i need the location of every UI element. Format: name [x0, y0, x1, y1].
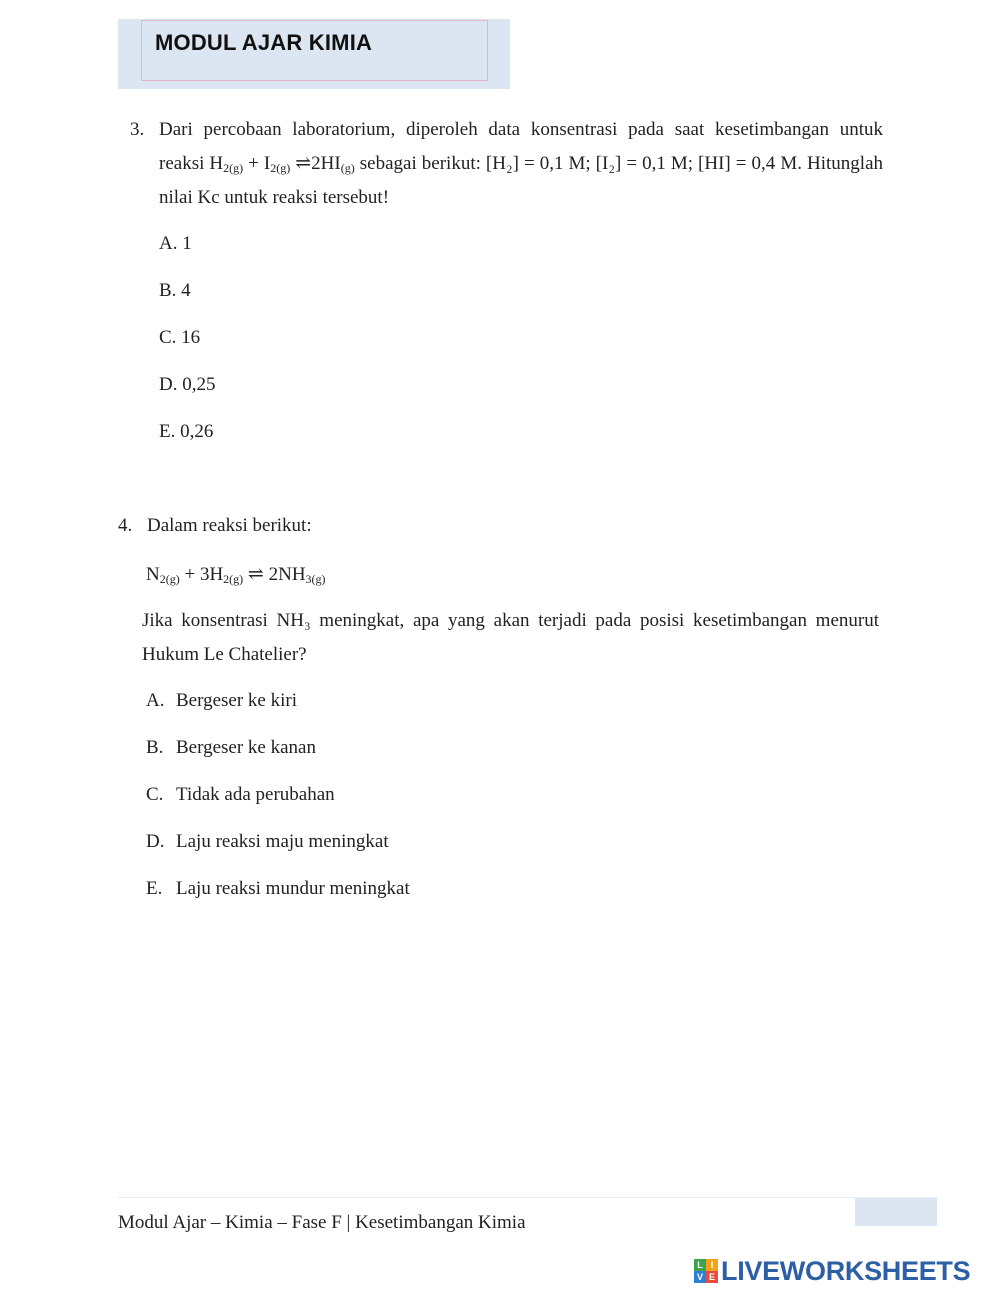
question-4-option-b-text[interactable]: Bergeser ke kanan — [176, 737, 316, 758]
question-4-option-e-text[interactable]: Laju reaksi mundur meningkat — [176, 878, 410, 899]
question-3-line-3: nilai Kc untuk reaksi tersebut! — [159, 187, 390, 208]
question-4-option-a-text[interactable]: Bergeser ke kiri — [176, 690, 297, 711]
question-3-option-e[interactable]: E. 0,26 — [159, 421, 214, 442]
question-4-option-d-letter[interactable]: D. — [146, 831, 165, 852]
question-3-number: 3. — [130, 119, 145, 140]
footer-text: Modul Ajar – Kimia – Fase F | Kesetimbangan Kimia — [118, 1212, 526, 1233]
liveworksheets-logo-icon — [694, 1259, 718, 1283]
question-4-lead: Dalam reaksi berikut: — [147, 515, 312, 536]
footer-divider — [118, 1197, 938, 1198]
liveworksheets-wordmark: LIVEWORKSHEETS — [721, 1255, 971, 1286]
logo-tile-v: V — [694, 1271, 706, 1283]
question-4-line-1: Jika konsentrasi NH₃ meningkat, apa yang akan terjadi pada posisi kesetimbangan menurut — [142, 610, 879, 631]
question-3-line-2: reaksi $H_{2(g)} + I_{2(g)}$ $\rightleftharpoons 2HI_{(g)}$ sebagai berikut: [H₂] = 0,1 M; [I₂] = 0,1 M; [HI] = 0,4 M. Hitunglah — [159, 153, 883, 175]
liveworksheets-logo — [694, 1254, 970, 1288]
question-3-option-c[interactable]: C. 16 — [159, 327, 201, 348]
question-3-line-1: Dari percobaan laboratorium, diperoleh data konsentrasi pada saat kesetimbangan untuk — [159, 119, 883, 140]
question-3-option-a[interactable]: A. 1 — [159, 233, 192, 254]
question-4-option-d-text[interactable]: Laju reaksi maju meningkat — [176, 831, 389, 852]
logo-tile-e: E — [706, 1271, 718, 1283]
question-4-text — [142, 604, 879, 672]
question-3-text — [159, 113, 883, 215]
question-4-option-c-text[interactable]: Tidak ada perubahan — [176, 784, 335, 805]
logo-tile-i: I — [706, 1259, 718, 1271]
question-4-line-2: Hukum Le Chatelier? — [142, 644, 307, 665]
footer-page-tab — [855, 1198, 937, 1226]
question-4-equation: $N_{2(g)} + 3H_{2(g)}$ ⇌ $2NH_{3(g)}$ — [146, 564, 326, 586]
question-4-option-b-letter[interactable]: B. — [146, 737, 164, 758]
question-4-option-c-letter[interactable]: C. — [146, 784, 164, 805]
question-3-option-d[interactable]: D. 0,25 — [159, 374, 216, 395]
logo-tile-l: L — [694, 1259, 706, 1271]
question-4-number: 4. — [118, 515, 133, 536]
question-3-option-b[interactable]: B. 4 — [159, 280, 191, 301]
page-title: MODUL AJAR KIMIA — [155, 30, 373, 55]
question-4-option-a-letter[interactable]: A. — [146, 690, 165, 711]
question-4-option-e-letter[interactable]: E. — [146, 878, 163, 899]
